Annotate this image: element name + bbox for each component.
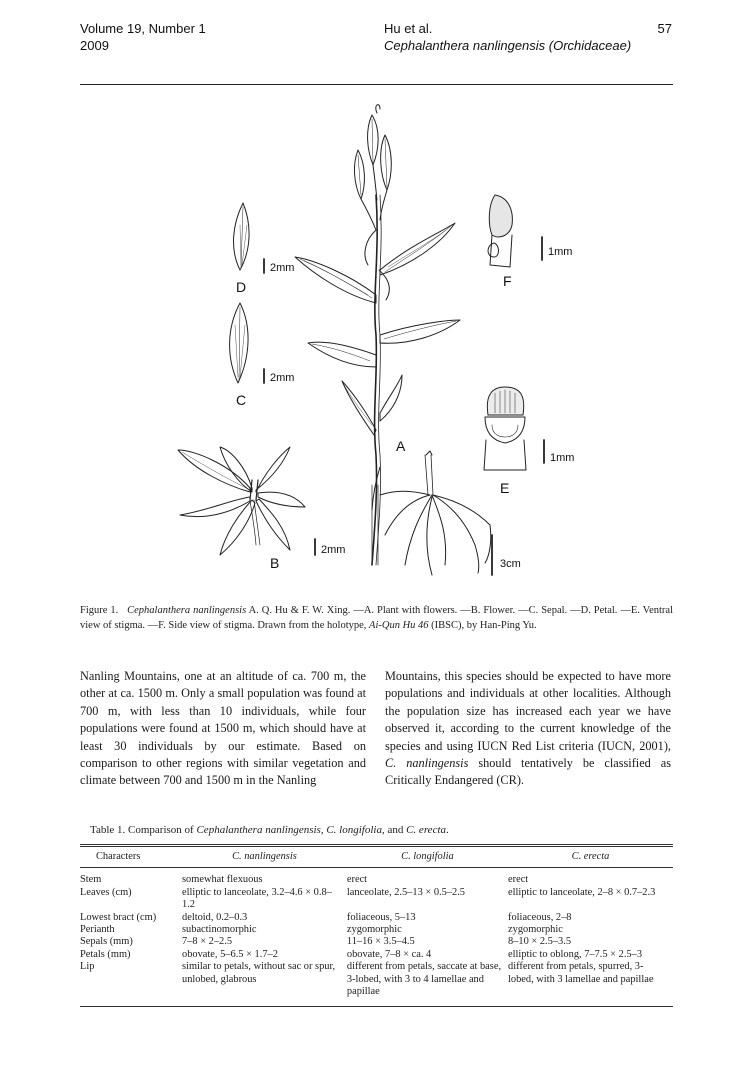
figure-illustration [80,95,673,605]
body-right-text-b: should tentatively be classified as Critically Endangered (CR). [385,756,671,788]
running-title: Cephalanthera nanlingensis (Orchidaceae) [384,38,632,53]
figure-caption [80,603,673,633]
body-right-text-a: Mountains, this species should be expected to have more populations and individuals at other localities. Although the population size has increased each year we have observed it, according to the current knowledge of the species and using IUCN Red List criteria (IUCN, 2001), [385,669,671,753]
label-a: A [396,438,406,454]
column-header: C. longifolia [347,846,508,868]
table-cell: different from petals, saccate at base, 3-lobed, with 3 to 4 lamellae and papillae [347,961,508,1007]
table-cell: Petals (mm) [80,948,131,960]
table-cell: foliaceous, 2–8 [508,911,572,923]
stigma-f-drawing [488,195,542,267]
caption-holotype: Ai-Qun Hu 46 [369,620,429,631]
table-row [80,961,673,1007]
orchid-drawing [80,95,673,605]
table-cell: deltoid, 0.2–0.3 [182,911,248,923]
table-cell: Perianth [80,924,115,936]
petal-d-drawing [234,203,264,273]
column-header: C. nanlingensis [182,846,347,868]
table-cell: elliptic to lanceolate, 3.2–4.6 × 0.8–1.2 [182,886,332,911]
header-authors: Hu et al. [384,21,433,36]
table-row [80,912,673,924]
table-cell: 8–10 × 2.5–3.5 [508,936,572,948]
caption-suffix: (IBSC), by Han-Ping Yu. [431,620,537,631]
table-cell: Lip [80,961,182,1007]
table-row [80,887,673,912]
label-e: E [500,480,510,496]
sepal-c-drawing [230,303,264,383]
scale-d: 2mm [270,262,295,274]
label-c: C [236,392,247,408]
column-header: Characters [80,846,182,868]
body-left-column: Nanling Mountains, one at an altitude of ca. 700 m, the other at ca. 1500 m. Only a small population was found at 700 m, with less than 10 individuals, while four populations were found at 1500 m, which should have at least 30 individuals by our estimate. Based on comparison to other regions with similar vegetation and climate between 700 and 1500 m in the Nanling [80,669,366,788]
label-f: F [503,273,512,289]
table-caption-mid1: , [320,824,324,836]
running-header [384,20,631,54]
label-b: B [270,555,280,571]
body-right-species: C. nanlingensis [385,756,469,771]
comparison-table [80,844,673,1007]
table-cell: somewhat flexuous [182,874,263,886]
table-cell: subactinomorphic [182,924,257,936]
body-right-column [385,668,671,790]
table-cell: erect [508,874,529,886]
table-cell: 11–16 × 3.5–4.5 [346,936,415,948]
table-cell: Leaves (cm) [80,886,132,898]
label-d: D [236,279,247,295]
table-cell: lanceolate, 2.5–13 × 0.5–2.5 [346,886,465,898]
flower-b-drawing [178,447,315,555]
table-row [80,936,673,948]
header-rule [80,84,673,85]
table-caption [90,824,449,836]
table-cell: Stem [80,874,102,886]
table-row [80,924,673,936]
table-cell: 7–8 × 2–2.5 [182,936,233,948]
table-caption-prefix: Table 1. Comparison of [90,824,194,836]
table-cell: elliptic to oblong, 7–7.5 × 2.5–3 [508,948,643,960]
scale-c: 2mm [270,372,295,384]
table-cell: obovate, 7–8 × ca. 4 [346,948,432,960]
table-cell: obovate, 5–6.5 × 1.7–2 [182,948,278,960]
stigma-e-drawing [484,387,544,470]
table-cell: Lowest bract (cm) [80,911,157,923]
table-caption-sp2: C. longifolia [326,824,382,836]
volume-number: Volume 19, Number 1 [80,21,206,36]
table-cell: different from petals, spurred, 3-lobed, with 3 lamellae and papillae [508,961,673,1007]
table-cell: elliptic to lanceolate, 2–8 × 0.7–2.3 [508,886,656,898]
table-header-row [80,846,673,868]
publication-year: 2009 [80,38,109,53]
scale-f: 1mm [548,246,573,258]
scale-b: 2mm [321,544,346,556]
table-row [80,868,673,887]
caption-prefix: Figure 1. [80,605,119,616]
table-cell: zygomorphic [346,924,402,936]
table-caption-mid2: , and [381,824,404,836]
table-cell: foliaceous, 5–13 [346,911,416,923]
scale-a: 3cm [500,558,521,570]
table-caption-end: . [446,824,449,836]
journal-header [80,20,206,54]
table-caption-sp1: Cephalanthera nanlingensis [196,824,321,836]
page-number: 57 [657,21,672,36]
scale-e: 1mm [550,452,575,464]
caption-species: Cephalanthera nanlingensis [127,605,247,616]
table-row [80,949,673,961]
table-cell: zygomorphic [508,924,563,936]
table-cell: Sepals (mm) [80,936,133,948]
table-cell: similar to petals, without sac or spur, unlobed, glabrous [182,961,347,1007]
plant-a-drawing [295,105,491,575]
table-cell: erect [346,874,368,886]
table-caption-sp3: C. erecta [406,824,447,836]
column-header: C. erecta [508,846,673,868]
caption-text: A. Q. Hu & F. W. Xing. —A. Plant with flowers. —B. Flower. —C. Sepal. —D. Petal. —E. Ventral view of stigma. —F. Side view of stigma. Drawn from the holotype, [80,605,673,631]
